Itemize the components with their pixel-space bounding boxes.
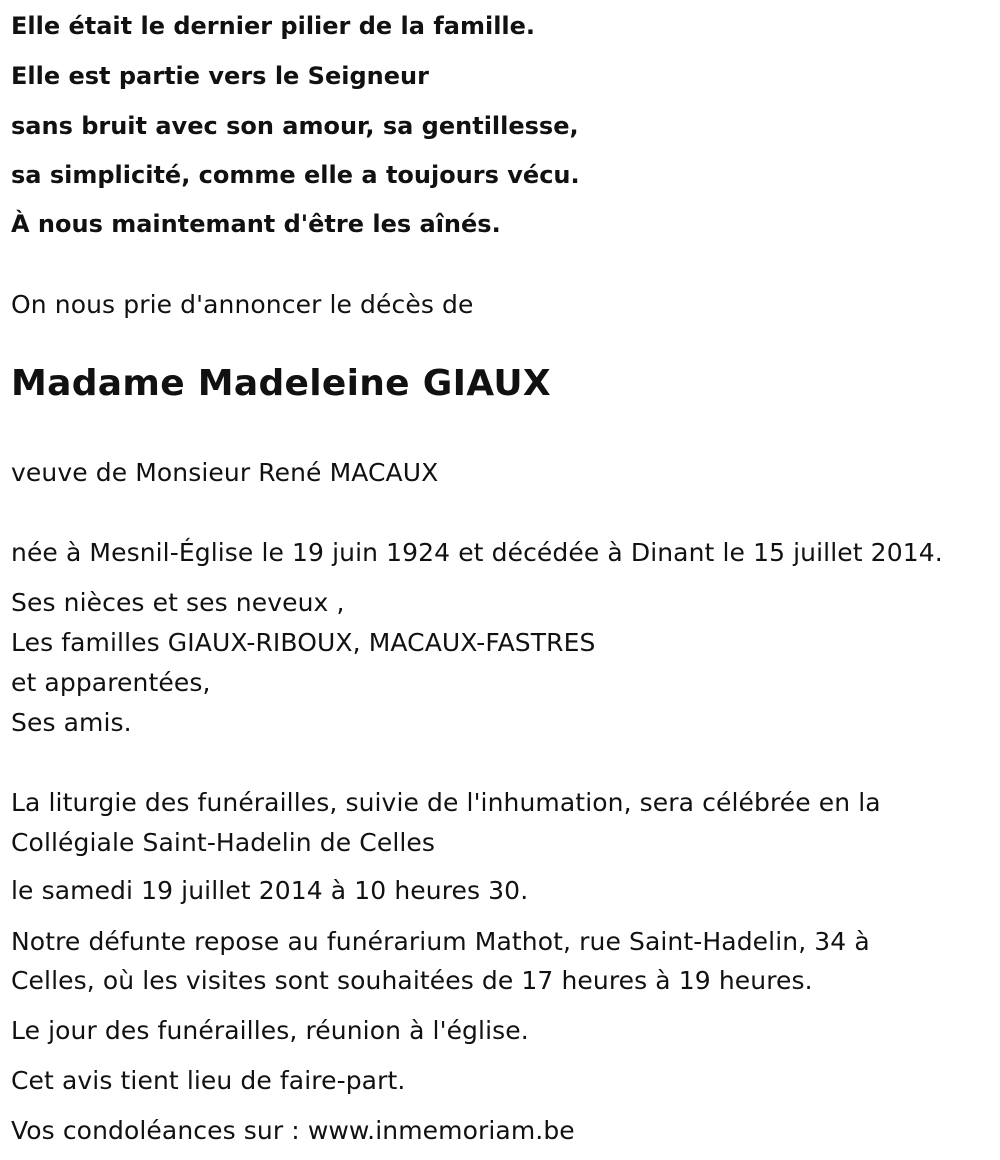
- poem-line-3: sans bruit avec son amour, sa gentillesse,: [11, 112, 579, 140]
- meeting-text: Le jour des funérailles, réunion à l'église.: [11, 1016, 529, 1045]
- liturgy-line-1: La liturgie des funérailles, suivie de l'inhumation, sera célébrée en la: [11, 788, 881, 817]
- poem-line-5: À nous maintemant d'être les aînés.: [11, 210, 501, 238]
- visitation-line-2: Celles, où les visites sont souhaitées de 17 heures à 19 heures.: [11, 966, 813, 995]
- family-line-3: et apparentées,: [11, 668, 211, 697]
- poem-line-2: Elle est partie vers le Seigneur: [11, 62, 429, 90]
- condolences-text: Vos condoléances sur : www.inmemoriam.be: [11, 1116, 575, 1145]
- deceased-name: Madame Madeleine GIAUX: [11, 363, 551, 404]
- family-line-4: Ses amis.: [11, 708, 132, 737]
- family-line-2: Les familles GIAUX-RIBOUX, MACAUX-FASTRES: [11, 628, 596, 657]
- family-line-1: Ses nièces et ses neveux ,: [11, 588, 345, 617]
- notice-text: Cet avis tient lieu de faire-part.: [11, 1066, 406, 1095]
- widow-of-text: veuve de Monsieur René MACAUX: [11, 458, 439, 487]
- announcement-text: On nous prie d'annoncer le décès de: [11, 290, 474, 319]
- liturgy-line-2: Collégiale Saint-Hadelin de Celles: [11, 828, 436, 857]
- poem-line-1: Elle était le dernier pilier de la famille.: [11, 12, 536, 40]
- visitation-line-1: Notre défunte repose au funérarium Mathot, rue Saint-Hadelin, 34 à: [11, 927, 870, 956]
- date-time-text: le samedi 19 juillet 2014 à 10 heures 30.: [11, 876, 529, 905]
- poem-line-4: sa simplicité, comme elle a toujours vécu.: [11, 161, 580, 189]
- birth-death-text: née à Mesnil-Église le 19 juin 1924 et décédée à Dinant le 15 juillet 2014.: [11, 538, 943, 567]
